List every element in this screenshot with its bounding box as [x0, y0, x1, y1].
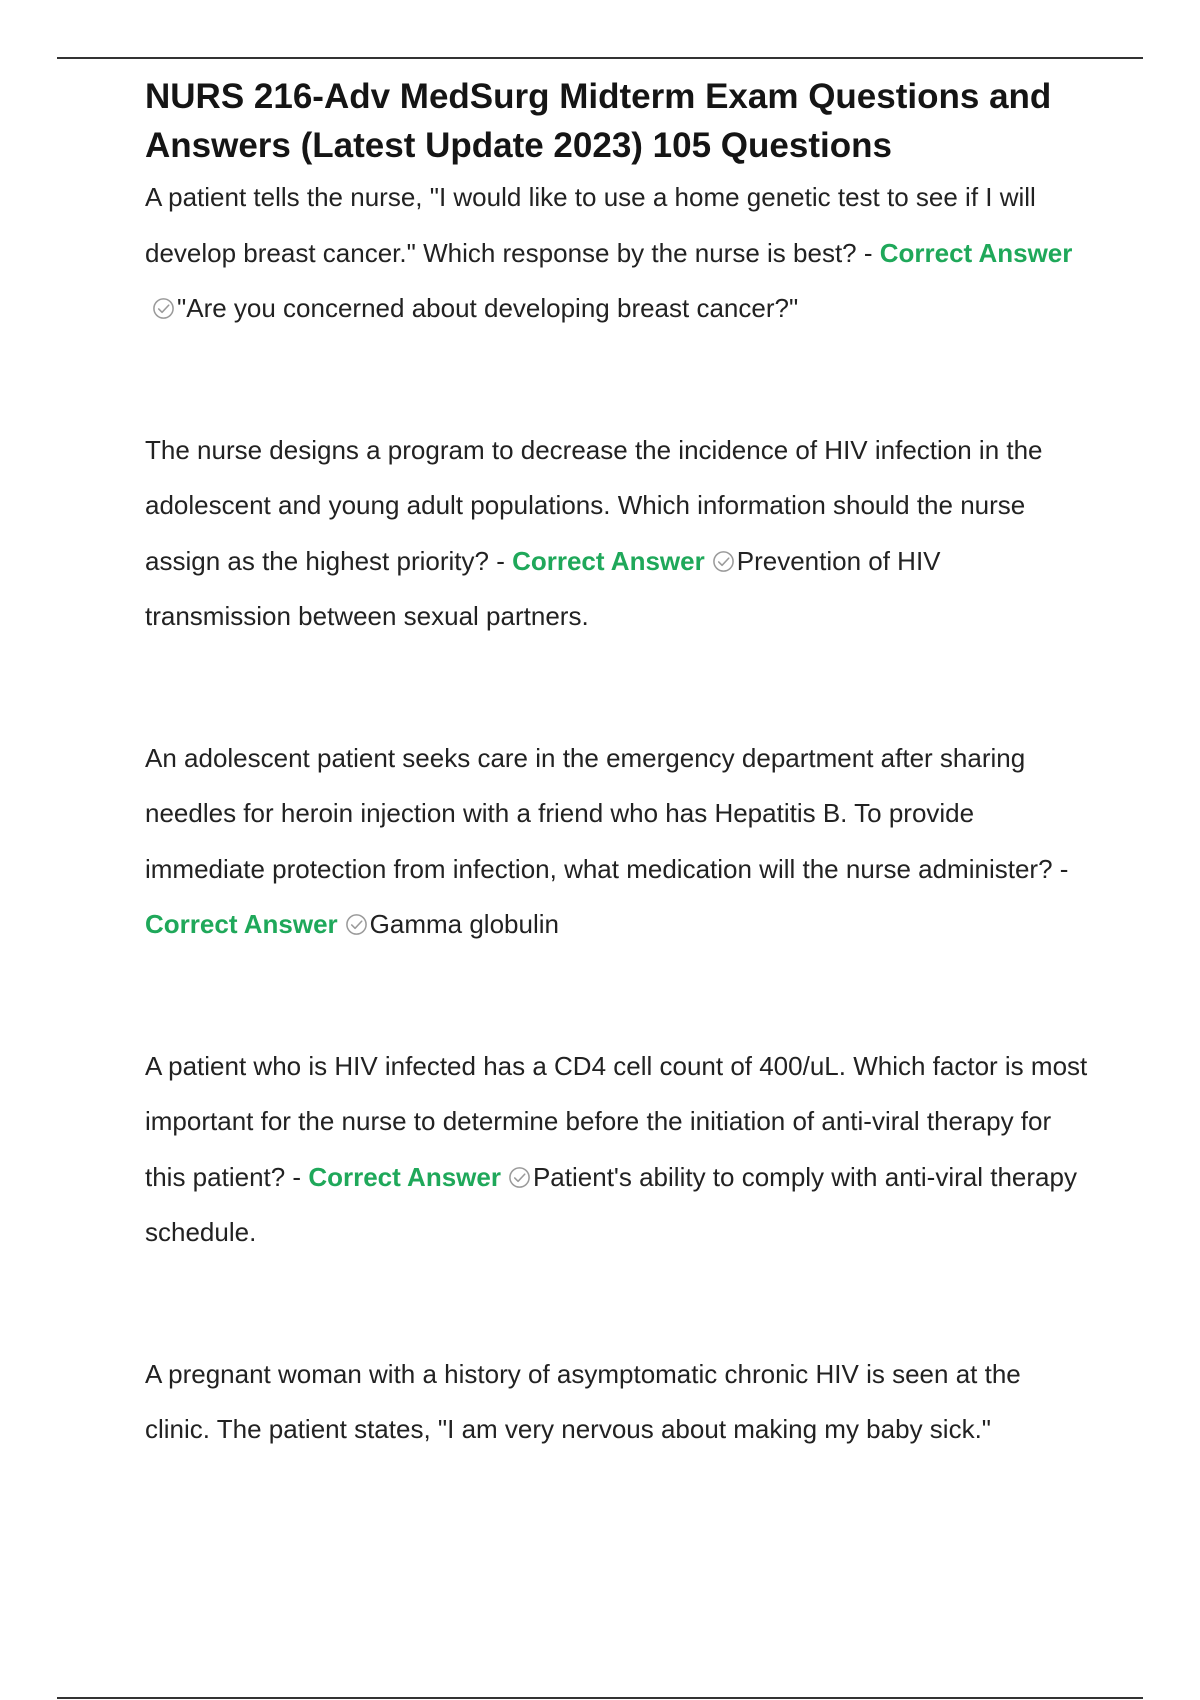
qa-item-5	[145, 1347, 1090, 1458]
answer-text: Patient's ability to comply with anti-viral therapy schedule.	[145, 1161, 1077, 1247]
question-text: The nurse designs a program to decrease the incidence of HIV infection in the adolescent and young adult populations. Which information should the nurse assign as the highest priority? -	[145, 434, 1043, 576]
qa-item-1	[145, 170, 1090, 337]
question-text: An adolescent patient seeks care in the emergency department after sharing needles for heroin injection with a friend who has Hepatitis B. To provide immediate protection from infection, what medication will the nurse administer? -	[145, 742, 1069, 884]
check-circle-icon	[152, 297, 175, 320]
document-title: NURS 216-Adv MedSurg Midterm Exam Questions and Answers (Latest Update 2023) 105 Questions	[145, 77, 1052, 165]
header-rule	[57, 57, 1143, 59]
question-text: A patient tells the nurse, "I would like to use a home genetic test to see if I will develop breast cancer." Which response by the nurse is best? -	[145, 182, 1036, 268]
correct-answer-label: Correct Answer	[879, 237, 1073, 268]
answer-text: Gamma globulin	[369, 909, 559, 939]
document-page	[145, 72, 1090, 1458]
question-text: A pregnant woman with a history of asymptomatic chronic HIV is seen at the clinic. The patient states, "I am very nervous about making my baby sick."	[145, 1358, 1021, 1444]
check-circle-icon	[345, 913, 368, 936]
check-circle-icon	[712, 550, 735, 573]
qa-item-3	[145, 731, 1090, 953]
qa-item-4	[145, 1039, 1090, 1261]
answer-text: Prevention of HIV transmission between sexual partners.	[145, 545, 941, 631]
qa-item-2	[145, 423, 1090, 645]
correct-answer-label: Correct Answer	[512, 545, 705, 576]
question-text: A patient who is HIV infected has a CD4 cell count of 400/uL. Which factor is most important for the nurse to determine before the initiation of anti-viral therapy for this patient? -	[145, 1050, 1088, 1192]
check-circle-icon	[508, 1166, 531, 1189]
footer-rule	[57, 1697, 1143, 1699]
correct-answer-label: Correct Answer	[308, 1161, 501, 1192]
answer-text: "Are you concerned about developing breast cancer?"	[177, 293, 799, 323]
correct-answer-label: Correct Answer	[145, 909, 338, 939]
